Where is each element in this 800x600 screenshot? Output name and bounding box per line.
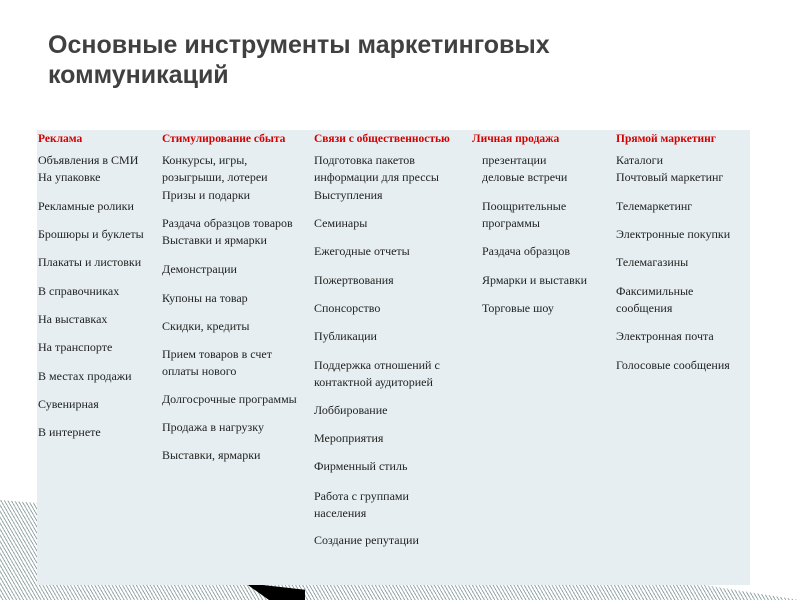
- list-item: На выставках: [38, 312, 108, 326]
- list-item: Призы и подарки: [162, 188, 251, 202]
- list-item: В справочниках: [38, 284, 120, 298]
- list-item: Спонсорство: [314, 301, 381, 315]
- list-item: На упаковке: [38, 170, 101, 184]
- list-item: Прием товаров в счет оплаты нового: [162, 347, 272, 378]
- list-item: Объявления в СМИ: [38, 153, 139, 167]
- list-item: Рекламные ролики: [38, 199, 134, 213]
- column-header: Прямой маркетинг: [616, 133, 716, 145]
- list-item: Поддержка отношений с контактной аудиторией: [314, 358, 440, 389]
- list-item: Голосовые сообщения: [616, 358, 730, 372]
- column-header: Личная продажа: [472, 133, 560, 145]
- list-item: Демонстрации: [162, 262, 237, 276]
- list-item: Создание репутации: [314, 533, 419, 547]
- list-item: Сувенирная: [38, 397, 99, 411]
- list-item: Каталоги Почтовый маркетинг: [616, 153, 724, 184]
- list-item: Продажа в нагрузку: [162, 420, 264, 434]
- list-item: Раздача образцов: [482, 244, 571, 258]
- column-header: Стимулирование сбыта: [162, 133, 286, 145]
- list-item: Лоббирование: [314, 403, 388, 417]
- column-header: Реклама: [38, 133, 83, 145]
- list-item: В интернете: [38, 425, 101, 439]
- list-item: Купоны на товар: [162, 291, 248, 305]
- list-item: Публикации: [314, 329, 377, 343]
- column-header: Связи с общественностью: [314, 133, 450, 145]
- list-item: Ярмарки и выставки: [482, 273, 588, 287]
- list-item: Брошюры и буклеты: [38, 227, 144, 241]
- slide-title: Основные инструменты маркетинговых коммуникаций: [48, 31, 550, 89]
- list-item: Подготовка пакетов информации для прессы: [314, 153, 439, 184]
- list-item: Работа с группами населения: [314, 489, 409, 520]
- list-item: Выступления: [314, 188, 383, 202]
- list-item: презентации деловые встречи: [482, 153, 568, 184]
- list-item: Семинары: [314, 216, 368, 230]
- list-item: Выставки и ярмарки: [162, 233, 267, 247]
- list-item: Ежегодные отчеты: [314, 244, 410, 258]
- list-item: Мероприятия: [314, 431, 384, 445]
- list-item: Плакаты и листовки: [38, 255, 142, 269]
- list-item: Скидки, кредиты: [162, 319, 250, 333]
- list-item: Долгосрочные программы: [162, 392, 297, 406]
- list-item: Факсимильные сообщения: [616, 284, 694, 315]
- list-item: Электронная почта: [616, 329, 714, 343]
- list-item: Электронные покупки: [616, 227, 731, 241]
- list-item: Пожертвования: [314, 273, 394, 287]
- list-item: Выставки, ярмарки: [162, 448, 261, 462]
- list-item: Телемагазины: [616, 255, 689, 269]
- list-item: На транспорте: [38, 340, 113, 354]
- list-item: Конкурсы, игры, розыгрыши, лотереи: [162, 153, 268, 184]
- list-item: Телемаркетинг: [616, 199, 693, 213]
- list-item: Торговые шоу: [482, 301, 554, 315]
- marketing-tools-table: [37, 130, 750, 585]
- list-item: Поощрительные программы: [482, 199, 567, 230]
- list-item: Раздача образцов товаров: [162, 216, 293, 230]
- list-item: Фирменный стиль: [314, 459, 408, 473]
- list-item: В местах продажи: [38, 369, 132, 383]
